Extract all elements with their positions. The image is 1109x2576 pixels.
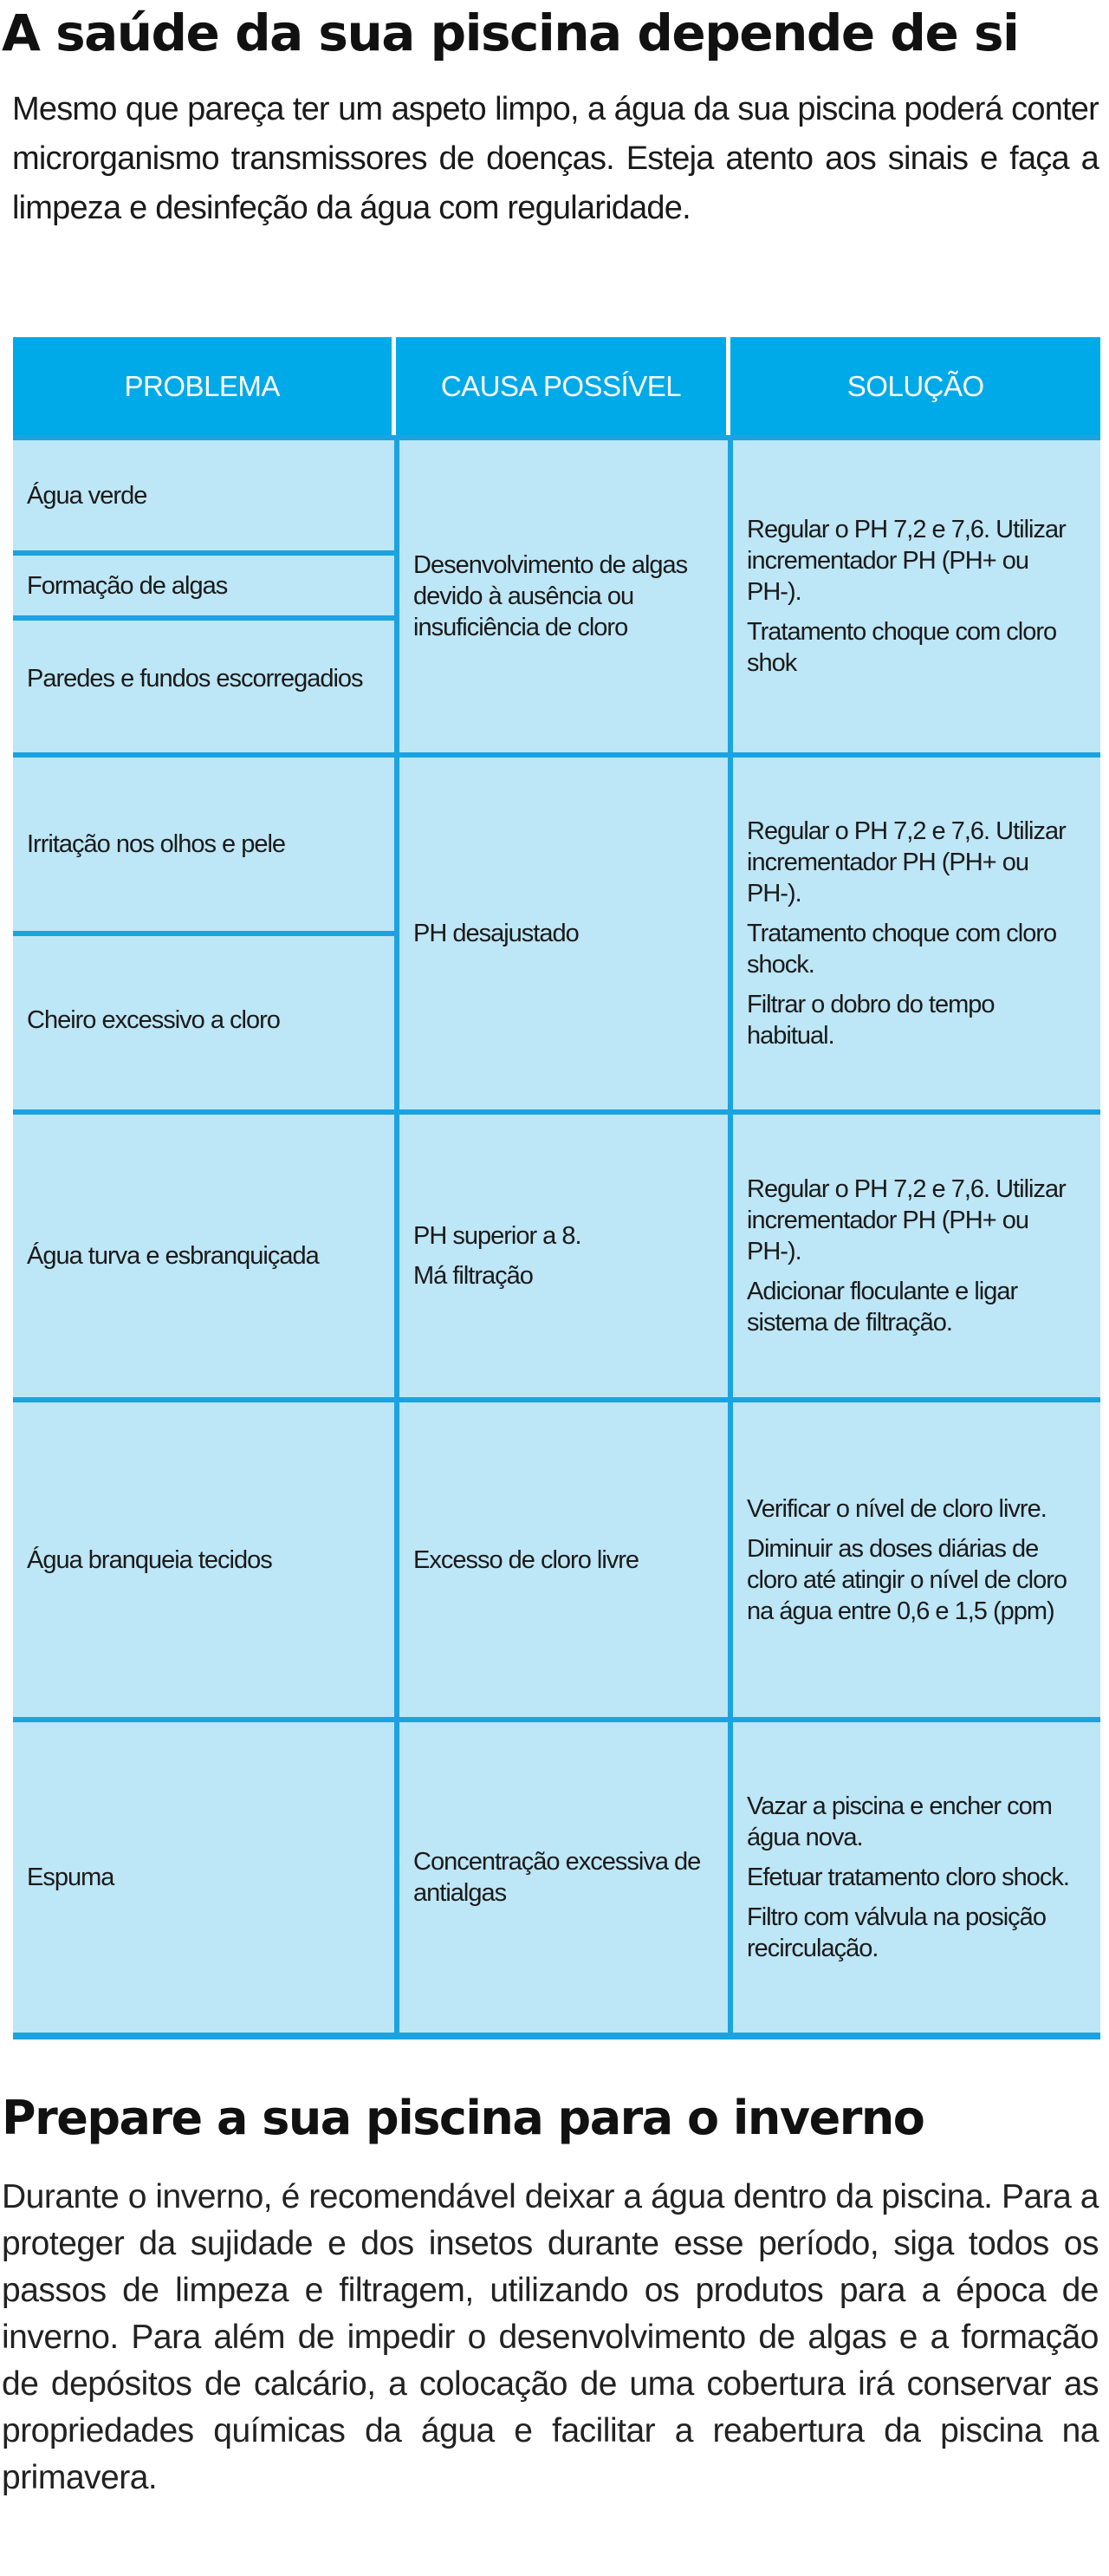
problem-cell bbox=[13, 1722, 394, 2033]
table-row bbox=[13, 752, 1100, 1109]
problem-item: Paredes e fundos escorregadios bbox=[13, 615, 394, 737]
header-problem: PROBLEMA bbox=[124, 369, 280, 402]
cause-text: Má filtração bbox=[413, 1262, 533, 1290]
solution-text: Verificar o nível de cloro livre. bbox=[747, 1494, 1047, 1523]
solution-cell bbox=[728, 758, 1100, 1109]
cause-cell bbox=[394, 758, 728, 1109]
problem-item: Espuma bbox=[27, 1864, 114, 1891]
intro-paragraph: Mesmo que pareça ter um aspeto limpo, a água da sua piscina poderá conter microrganismo transmissores de doenças. Esteja atento aos sinais e faça a limpeza e desinfeção da água com regularidade. bbox=[12, 91, 1099, 226]
problem-item: Água branqueia tecidos bbox=[27, 1545, 272, 1574]
problem-cell bbox=[13, 1115, 394, 1397]
cause-text: Desenvolvimento de algas devido à ausência ou insuficiência de cloro bbox=[413, 551, 688, 641]
solution-text: Filtro com válvula na posição recirculação. bbox=[747, 1903, 1046, 1962]
cause-text: Concentração excessiva de antialgas bbox=[413, 1848, 701, 1907]
solution-cell bbox=[728, 440, 1100, 752]
problem-cell bbox=[13, 758, 394, 1109]
problem-item: Formação de algas bbox=[13, 550, 394, 615]
cause-cell bbox=[394, 1722, 728, 2033]
solution-text: Efetuar tratamento cloro shock. bbox=[747, 1864, 1069, 1891]
cause-cell bbox=[394, 1115, 728, 1397]
header-cause: CAUSA POSSÍVEL bbox=[392, 337, 727, 435]
table-row bbox=[13, 1397, 1100, 1717]
page-title: A saúde da sua piscina depende de si bbox=[2, 3, 1019, 62]
problem-item: Água verde bbox=[27, 481, 147, 510]
solution-text: Adicionar floculante e ligar sistema de filtração. bbox=[747, 1278, 1018, 1337]
solution-text: Regular o PH 7,2 e 7,6. Utilizar incrementador PH (PH+ ou PH-). bbox=[747, 1175, 1066, 1265]
problem-item: Água turva e esbranquiçada bbox=[27, 1242, 319, 1270]
solution-text: Filtrar o dobro do tempo habitual. bbox=[747, 991, 995, 1050]
cause-text: Excesso de cloro livre bbox=[413, 1545, 639, 1574]
solution-text: Vazar a piscina e encher com água nova. bbox=[747, 1792, 1052, 1851]
table-row bbox=[13, 1109, 1100, 1397]
problem-cell bbox=[13, 440, 394, 752]
winter-heading: Prepare a sua piscina para o inverno bbox=[2, 2091, 924, 2145]
solution-cell bbox=[728, 1115, 1100, 1397]
solution-cell bbox=[728, 1402, 1100, 1717]
winter-paragraph: Durante o inverno, é recomendável deixar a água dentro da piscina. Para a proteger da sujidade e dos insetos durante esse período, siga todos os passos de limpeza e filtragem, utilizando os produtos para a época de inverno. Para além de impedir o desenvolvimento de algas e a formação de depósitos de calcário, a colocação de uma cobertura irá conservar as propriedades químicas da água e facilitar a reabertura da piscina na primavera. bbox=[2, 2178, 1099, 2496]
pool-problems-table bbox=[13, 337, 1100, 2039]
table-row bbox=[13, 1717, 1100, 2033]
cause-text: PH desajustado bbox=[413, 920, 579, 947]
header-solution: SOLUÇÃO bbox=[726, 337, 1100, 435]
table-row bbox=[13, 435, 1100, 752]
table-header bbox=[13, 337, 1100, 435]
solution-text: Regular o PH 7,2 e 7,6. Utilizar incrementador PH (PH+ ou PH-). bbox=[747, 817, 1066, 907]
solution-text: Diminuir as doses diárias de cloro até atingir o nível de cloro na água entre 0,6 e 1,5 (ppm) bbox=[747, 1534, 1067, 1625]
solution-text: Tratamento choque com cloro shock. bbox=[747, 920, 1057, 979]
cause-text: PH superior a 8. bbox=[413, 1222, 581, 1250]
solution-text: Tratamento choque com cloro shok bbox=[747, 618, 1057, 677]
problem-item: Irritação nos olhos e pele bbox=[27, 830, 286, 858]
cause-cell bbox=[394, 440, 728, 752]
problem-cell bbox=[13, 1402, 394, 1717]
cause-cell bbox=[394, 1402, 728, 1717]
problem-item: Cheiro excessivo a cloro bbox=[13, 931, 394, 1104]
solution-cell bbox=[728, 1722, 1100, 2033]
solution-text: Regular o PH 7,2 e 7,6. Utilizar incrementador PH (PH+ ou PH-). bbox=[747, 516, 1066, 606]
